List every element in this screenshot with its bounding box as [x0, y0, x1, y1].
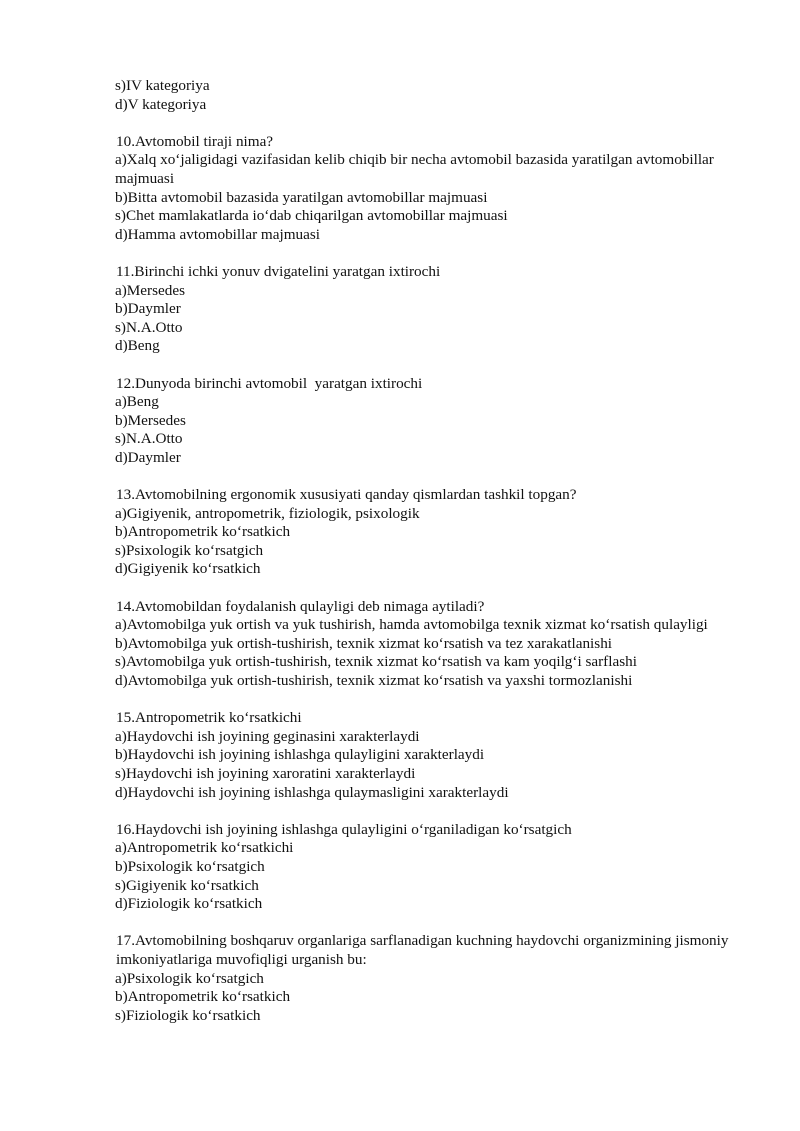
answer-option: a)Gigiyenik, antropometrik, fiziologik, psixologik [115, 504, 420, 522]
question-12 [115, 375, 735, 468]
answer-option: s)Chet mamlakatlarda io‘dab chiqarilgan avtomobillar majmuasi [115, 207, 508, 225]
question-16 [115, 821, 735, 914]
question-title: 10.Avtomobil tiraji nima? [116, 132, 274, 150]
question-13 [115, 486, 735, 579]
answer-option: s)N.A.Otto [115, 430, 183, 448]
question-title: 16.Haydovchi ish joyining ishlashga qulayligini o‘rganiladigan ko‘rsatgich [116, 820, 572, 838]
answer-option: d)Hamma avtomobillar majmuasi [115, 225, 320, 243]
question-title: 12.Dunyoda birinchi avtomobil yaratgan ixtirochi [116, 374, 423, 392]
answer-option: b)Antropometrik ko‘rsatkich [115, 988, 291, 1006]
question-10 [115, 133, 735, 245]
answer-option: s)Haydovchi ish joyining xaroratini xarakterlaydi [115, 764, 416, 782]
question-title: 14.Avtomobildan foydalanish qulayligi deb nimaga aytiladi? [116, 597, 485, 615]
answer-option: a)Mersedes [115, 281, 185, 299]
answer-option: s)IV kategoriya [115, 77, 210, 94]
question-title: 15.Antropometrik ko‘rsatkichi [116, 709, 302, 727]
answer-option: b)Daymler [115, 300, 181, 318]
question-15 [115, 709, 735, 802]
question-11 [115, 263, 735, 356]
answer-option: b)Mersedes [115, 411, 186, 429]
answer-option: d)Avtomobilga yuk ortish-tushirish, texnik xizmat ko‘rsatish va yaxshi tormozlanishi [115, 672, 633, 689]
answer-option: d)Fiziologik ko‘rsatkich [115, 895, 263, 913]
answer-option: d)Beng [115, 337, 160, 355]
answer-option: b)Antropometrik ko‘rsatkich [115, 523, 291, 541]
answer-option: d)Haydovchi ish joyining ishlashga qulaymasligini xarakterlaydi [115, 783, 509, 801]
answer-option: a)Psixologik ko‘rsatgich [115, 969, 264, 987]
answer-option: s)N.A.Otto [115, 318, 183, 336]
answer-option: b)Psixologik ko‘rsatgich [115, 857, 265, 875]
answer-option: b)Haydovchi ish joyining ishlashga qulayligini xarakterlaydi [115, 746, 485, 764]
answer-option: b)Bitta avtomobil bazasida yaratilgan avtomobillar majmuasi [115, 188, 488, 206]
answer-option: a)Xalq xo‘jaligidagi vazifasidan kelib chiqib bir necha avtomobil bazasida yaratilgan avtomobillar majmuasi [115, 151, 718, 187]
lead-options [115, 77, 735, 114]
answer-option: d)V kategoriya [115, 95, 207, 113]
answer-option: a)Antropometrik ko‘rsatkichi [115, 839, 294, 857]
answer-option: d)Daymler [115, 448, 181, 466]
answer-option: s)Gigiyenik ko‘rsatkich [115, 876, 259, 894]
question-14 [115, 598, 735, 691]
document-page [115, 77, 735, 1025]
answer-option: s)Psixologik ko‘rsatgich [115, 541, 264, 559]
answer-option: b)Avtomobilga yuk ortish-tushirish, texnik xizmat ko‘rsatish va tez xarakatlanishi [115, 634, 613, 652]
answer-option: a)Avtomobilga yuk ortish va yuk tushirish, hamda avtomobilga texnik xizmat ko‘rsatish qulayligi [115, 616, 708, 634]
answer-option: s)Avtomobilga yuk ortish-tushirish, texnik xizmat ko‘rsatish va kam yoqilg‘i sarflashi [115, 653, 637, 671]
question-title: 13.Avtomobilning ergonomik xususiyati qanday qismlardan tashkil topgan? [116, 486, 577, 504]
question-title: 11.Birinchi ichki yonuv dvigatelini yaratgan ixtirochi [116, 262, 441, 280]
answer-option: s)Fiziologik ko‘rsatkich [115, 1006, 261, 1024]
answer-option: a)Haydovchi ish joyining geginasini xarakterlaydi [115, 727, 420, 745]
question-title: 17.Avtomobilning boshqaruv organlariga sarflanadigan kuchning haydovchi organizmining jismoniy imkoniyatlariga muvofiqligi urganish bu: [116, 932, 733, 968]
answer-option: a)Beng [115, 393, 159, 411]
question-17 [115, 932, 735, 1025]
answer-option: d)Gigiyenik ko‘rsatkich [115, 560, 261, 578]
